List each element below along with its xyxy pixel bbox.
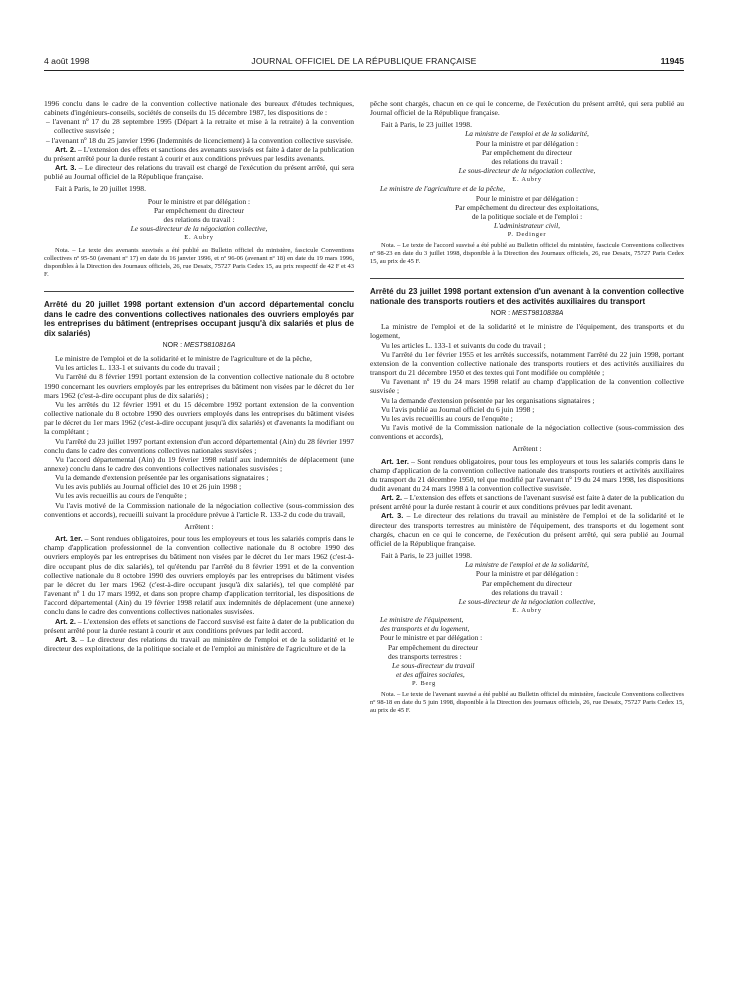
signatory-name: P. Berg (412, 680, 436, 688)
nota-note: Nota. – Le texte des avenants susvisés a été publié au Bulletin officiel du ministère, fascicule Conventions collectives nº 95-50 (avenant nº 17) en date du 16 janvier 1996, et nº 96-06 (avenant nº 18) en date du 19 mars 1996, disponibles à la Direction des Journaux officiels, 26, rue Desaix, 75727 Paris Cedex 15, au prix respectif de 42 F et 43 F. (44, 247, 354, 279)
article-text: – Le directeur des relations du travail au ministère de l'emploi et de la solidarité et le directeur des transports terrestres au ministère de l'équipement, des transports et du logement sont chargés, chacun en ce qui le concerne, de l'exécution du présent arrêté, qui sera publié au Journal officiel de la République française. (370, 511, 684, 548)
article-text: – Sont rendues obligatoires, pour tous les employeurs et tous les salariés compris dans le champ d'application professionnel de la convention collective nationale du 8 octobre 1990 des ouvriers employés par les entreprises du bâtiment non visées par le décret du 1er mars 1962 (c'est-à-dire occupant plus de dix salariés), tel qu'étendu par l'arrêté du 8 février 1991 et de la convention collective nationale du 8 octobre 1990 des ouvriers employés par les entreprises du bâtiment visées par le décret du 1er mars 1962 (c'est-à-dire occupant jusqu'à dix salariés), tel que complété par l'avenant nº 1 du 17 mars 1992, et dans son propre champ d'application territorial, les dispositions de l'accord départemental (Ain) du 19 février 1998 relatif aux indemnités de déplacement (une annexe) conclu dans le cadre des conventions collectives nationales susvisées. (44, 534, 355, 617)
nor-code: MEST9810816A (184, 341, 236, 349)
header-date: 4 août 1998 (44, 56, 90, 66)
right-column (370, 99, 684, 715)
signature-block (370, 615, 684, 688)
sig-line: Pour la ministre et par délégation : (475, 138, 579, 148)
sig-line: Par empêchement du directeur des exploitations, (455, 202, 599, 212)
visa-line: Vu l'avis publié au Journal officiel du 6 juin 1998 ; (381, 404, 535, 414)
nor-label: NOR : (162, 341, 183, 349)
visa-line: Vu l'avis motivé de la Commission nationale de la négociation collective (sous-commission des conventions et accords), recueilli suivant la procédure prévue à l'article R. 133-2 du code du travail, (44, 500, 354, 519)
sig-line: des relations du travail : (491, 587, 563, 597)
article-text: – Sont rendues obligatoires, pour tous les employeurs et tous les salariés compris dans le champ d'application de la convention collective nationale des transports routiers et activités auxiliaires du transport du 21 décembre 1950, tel que modifié par l'avenant nº 19 du 24 mars 1998, les dispositions dudit avenant du 24 mars 1998 à la convention collective susvisée. (370, 456, 685, 493)
intro-text: 1996 conclu dans le cadre de la convention collective nationale des bureaux d'études techniques, cabinets d'ingénieurs-conseils, sociétés de conseils du 15 décembre 1987, les dispositions de : (44, 99, 354, 118)
article-label: Art. 3. (381, 511, 404, 521)
sig-line: Le sous-directeur de la négociation collective, (458, 596, 596, 606)
sig-line: de la politique sociale et de l'emploi : (471, 211, 583, 221)
article-text: – Le directeur des relations du travail au ministère de l'emploi et de la solidarité et le directeur des exploitations, de la politique sociale et de l'emploi au ministère de l'agriculture et de la (44, 634, 354, 653)
signature-block (370, 560, 684, 615)
sig-line: Pour la ministre et par délégation : (475, 569, 579, 579)
sig-line: La ministre de l'emploi et de la solidarité, (465, 560, 589, 570)
sig-line: La ministre de l'emploi et de la solidarité, (465, 129, 589, 139)
visa-line: La ministre de l'emploi et de la solidarité et le ministre de l'équipement, des transports et du logement, (370, 322, 684, 341)
signatory-name: E. Aubry (512, 607, 542, 614)
nor-code: MEST9810838A (512, 310, 564, 318)
visa-line: Vu les avis publiés au Journal officiel des 10 et 26 juin 1998 ; (55, 482, 242, 492)
nota-note: Nota. – Le texte de l'accord susvisé a été publié au Bulletin officiel du ministère, fascicule Conventions collectives nº 98-23 en date du 3 juillet 1998, disponible à la Direction des Journaux officiels, 26, rue Desaix, 75727 Paris Cedex 15, au prix de 45 F. (370, 242, 684, 266)
signature-block (44, 197, 354, 243)
nor-reference (370, 309, 684, 318)
nor-label: NOR : (490, 310, 511, 318)
sig-line: Le ministre de l'équipement, (380, 615, 464, 625)
visa-line: Le ministre de l'emploi et de la solidarité et le ministre de l'agriculture et de la pêche, (55, 354, 312, 364)
article-label: Art. 2. (381, 493, 402, 503)
article-1 (370, 457, 684, 494)
page-number: 11945 (660, 56, 684, 66)
article-text: – L'extension des effets et sanctions de l'accord susvisé est faite à dater de la publication du présent arrêté pour la durée restant à courir et aux conditions prévues par ledit accord. (44, 616, 354, 635)
sig-line: des relations du travail : (163, 214, 235, 224)
arretent-heading: Arrêtent : (512, 444, 542, 454)
signing-place-date: Fait à Paris, le 23 juillet 1998. (381, 551, 472, 561)
bullet-item: – l'avenant nº 18 du 25 janvier 1996 (Indemnités de licenciement) à la convention collective susvisée. (46, 135, 353, 145)
signatory-name: P. Dedinger (507, 231, 547, 239)
sig-line: Par empêchement du directeur (481, 578, 573, 588)
decree-title: Arrêté du 23 juillet 1998 portant extension d'un avenant à la convention collective nationale des transports routiers et des activités auxiliaires du transport (370, 287, 684, 306)
article-text: – Le directeur des relations du travail est chargé de l'exécution du présent arrêté, qui sera publié au Journal officiel de la République française. (44, 163, 354, 182)
sig-line: des transports et du logement, (380, 624, 470, 634)
sig-line: Le sous-directeur de la négociation collective, (458, 166, 596, 176)
article-label: Art. 3. (55, 163, 77, 173)
sig-line: Par empêchement du directeur (481, 147, 573, 157)
signing-place-date: Fait à Paris, le 20 juillet 1998. (55, 184, 146, 194)
visa-line: Vu l'accord départemental (Ain) du 19 février 1998 relatif aux indemnités de déplacement (une annexe) conclu dans le cadre des conventions collectives nationales susvisées ; (44, 454, 354, 473)
nota-note: Nota. – Le texte de l'avenant susvisé a été publié au Bulletin officiel du ministère, fascicule Conventions collectives nº 98-18 en date du 5 juin 1998, disponible à la Direction des journaux officiels, 26, rue Desaix, 75727 Paris Cedex 15, au prix de 45 F. (370, 691, 684, 715)
visa-line: Vu l'arrêté du 23 juillet 1997 portant extension d'un accord départemental (Ain) du 28 février 1997 conclu dans le cadre des conventions collectives nationales susvisées ; (44, 436, 354, 455)
visa-line: Vu les articles L. 133-1 et suivants du code du travail ; (55, 363, 220, 373)
signing-place-date: Fait à Paris, le 23 juillet 1998. (381, 120, 472, 130)
visa-line: Vu les avis recueillis au cours de l'enquête ; (55, 491, 187, 501)
article-label: Art. 2. (55, 616, 76, 626)
signatory-name: E. Aubry (184, 234, 214, 242)
header-rule (44, 70, 684, 71)
visa-line: Vu l'arrêté du 1er février 1955 et les arrêtés successifs, notamment l'arrêté du 22 juin 1998, portant extension de la convention collective nationale des transports routiers et des activités auxiliaires du transport du 21 décembre 1950 et des textes qui l'ont modifiée ou complétée ; (370, 349, 684, 378)
sig-line: Le ministre de l'agriculture et de la pêche, (380, 184, 506, 194)
bullet-item: – l'avenant nº 17 du 28 septembre 1995 (Départ à la retraite et mise à la retraite) à la convention collective susvisée ; (46, 117, 354, 136)
decree-title: Arrêté du 20 juillet 1998 portant extension d'un accord départemental conclu dans le cadre des conventions collectives nationales des ouvriers employés par les entreprises du bâtiment (entreprises occupant jusqu'à dix salariés et plus de dix salariés) (44, 300, 354, 338)
sig-line: L'administrateur civil, (493, 221, 561, 231)
article-1 (44, 534, 354, 616)
article-text: – L'extension des effets et sanctions des avenants susvisés est faite à dater de la publication du présent arrêté pour la durée restant à courir et aux conditions prévues par lesdits avenants. (44, 144, 354, 163)
visa-line: Vu les avis recueillis au cours de l'enquête ; (381, 413, 513, 423)
article-text: – L'extension des effets et sanctions de l'avenant susvisé est faite à dater de la publication du présent arrêté pour la durée restant à courir et aux conditions prévues par ledit avenant. (370, 493, 684, 512)
visa-line: Vu l'arrêté du 8 février 1991 portant extension de la convention collective nationale du 8 octobre 1990 concernant les ouvriers employés par les entreprises du bâtiment non visées par le décret du 1er mars 1962 (c'est-à-dire occupant plus de dix salariés) ; (44, 372, 354, 400)
article-3 (44, 635, 354, 653)
sig-line: des transports terrestres : (388, 651, 462, 661)
article-3 (44, 163, 354, 181)
sig-line: Le sous-directeur du travail (392, 660, 475, 670)
article-2 (44, 617, 354, 635)
article-label: Art. 1er. (55, 534, 83, 544)
sig-line: Pour le ministre et par délégation : (475, 193, 579, 203)
journal-title: JOURNAL OFFICIEL DE LA RÉPUBLIQUE FRANÇAISE (251, 56, 477, 66)
sig-line: Par empêchement du directeur (388, 642, 479, 652)
page-header (44, 56, 684, 70)
article-2 (44, 145, 354, 163)
continued-text: pêche sont chargés, chacun en ce qui le concerne, de l'exécution du présent arrêté, qui sera publié au Journal officiel de la République française. (370, 99, 684, 118)
nor-reference (44, 341, 354, 350)
article-label: Art. 1er. (381, 456, 409, 466)
article-3 (370, 511, 684, 548)
article-label: Art. 3. (55, 634, 78, 644)
article-label: Art. 2. (55, 144, 77, 154)
visa-line: Vu les articles L. 133-1 et suivants du code du travail ; (381, 340, 546, 350)
visa-line: Vu la demande d'extension présentée par les organisations signataires ; (55, 473, 269, 483)
signatory-name: E. Aubry (512, 176, 542, 184)
sig-line: et des affaires sociales, (396, 670, 465, 680)
visa-line: Vu la demande d'extension présentée par les organisations signataires ; (381, 395, 595, 405)
signature-block (370, 184, 684, 239)
signature-block (370, 129, 684, 184)
left-column (44, 99, 354, 653)
sig-line: Par empêchement du directeur (153, 205, 245, 215)
sig-line: Pour le ministre et par délégation : (380, 633, 483, 643)
visa-line: Vu les arrêtés du 12 février 1991 et du 15 décembre 1992 portant extension de la convention collective nationale du 8 octobre 1990 des ouvriers employés dans les entreprises du bâtiment visées par le décret du 1er mars 1962 (c'est-à-dire occupant jusqu'à dix salariés) et d'avenants la modifiant ou la complétant ; (44, 399, 354, 437)
visa-line: Vu l'avenant nº 19 du 24 mars 1998 relatif au champ d'application de la convention collective susvisée ; (370, 377, 684, 396)
sig-line: Le sous-directeur de la négociation collective, (130, 224, 268, 234)
sig-line: Pour le ministre et par délégation : (147, 196, 251, 206)
article-2 (370, 493, 684, 511)
arretent-heading: Arrêtent : (184, 521, 214, 531)
visa-line: Vu l'avis motivé de la Commission nationale de la négociation collective (sous-commission des conventions et accords), (370, 423, 684, 442)
sig-line: des relations du travail : (491, 156, 563, 166)
